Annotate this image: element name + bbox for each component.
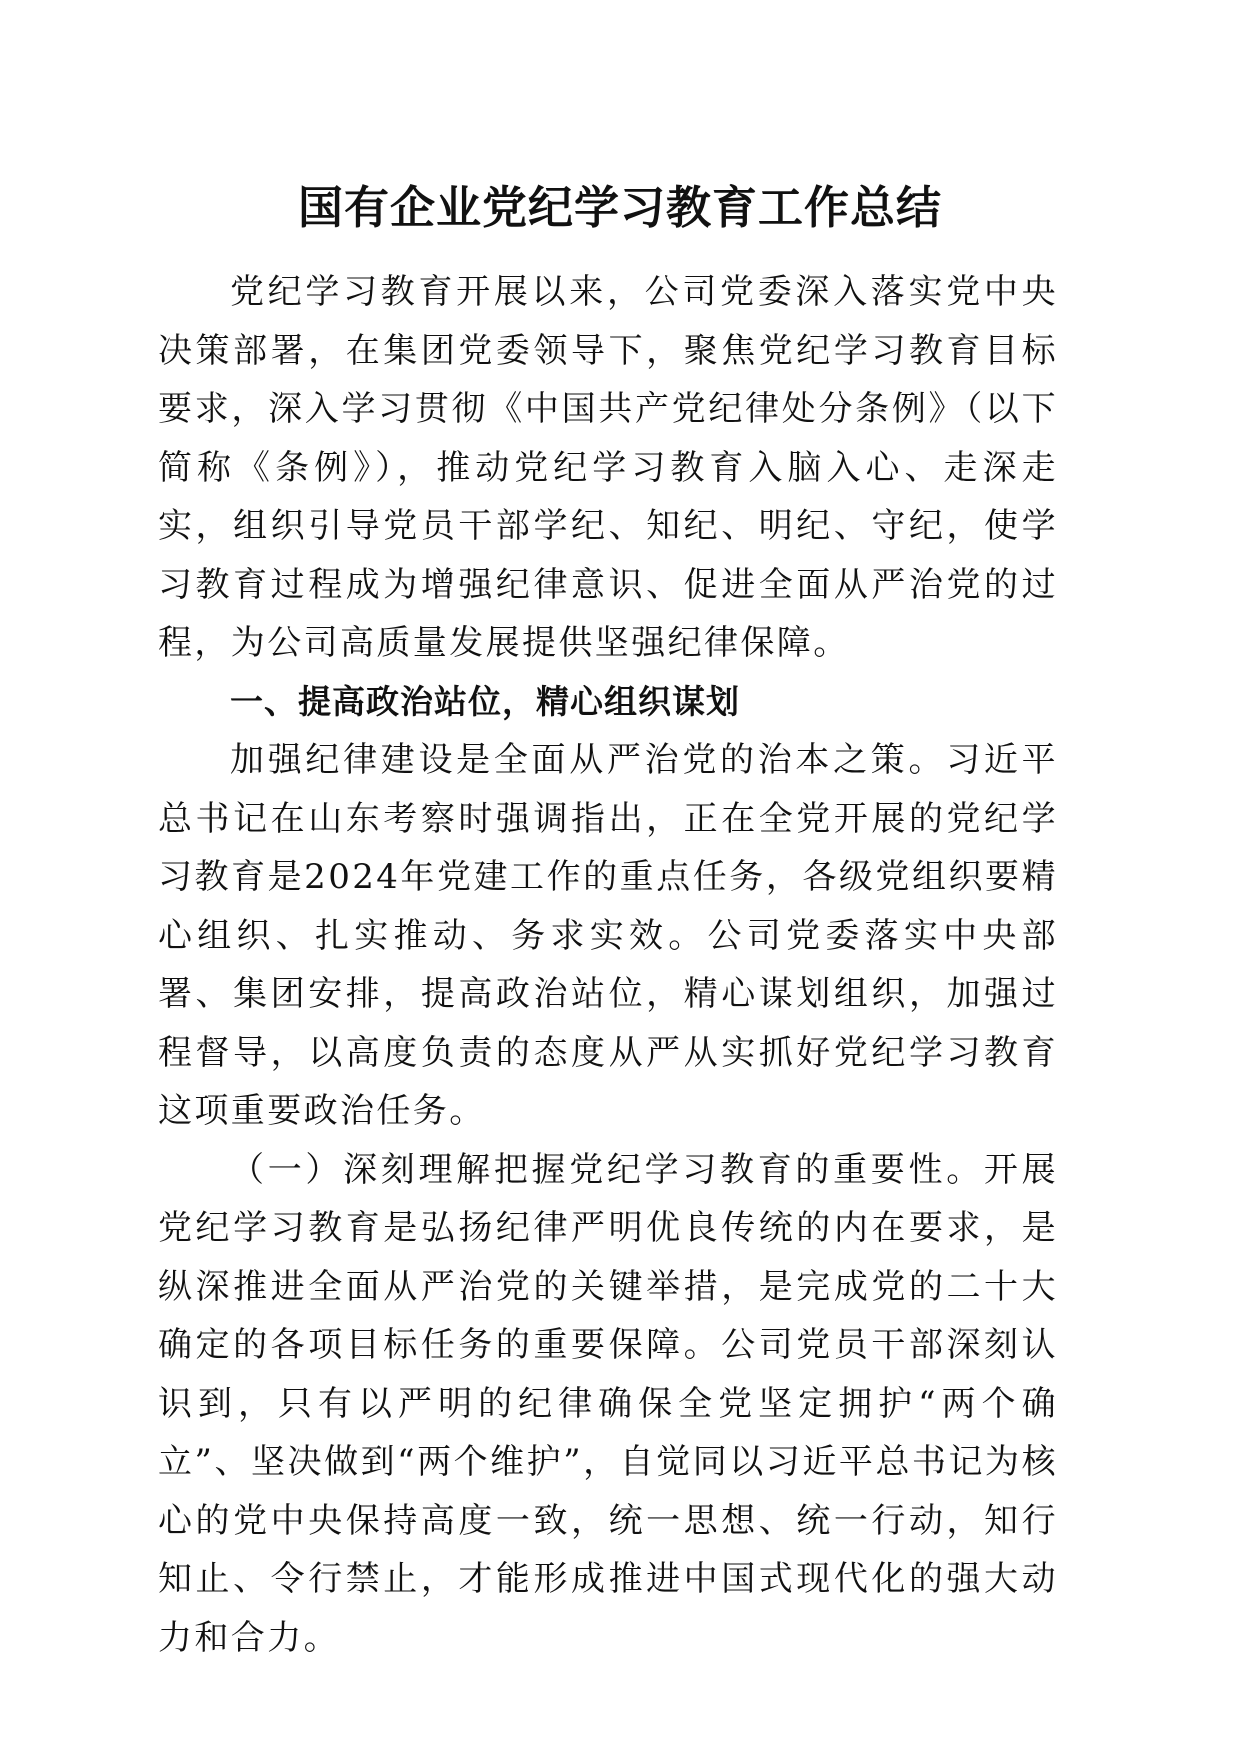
document-title: 国有企业党纪学习教育工作总结 bbox=[297, 181, 942, 234]
section-paragraph-1: 加强纪律建设是全面从严治党的治本之策。习近平总书记在山东考察时强调指出，正在全党开展的党纪学习教育是2024年党建工作的重点任务，各级党组织要精心组织、扎实推动、务求实效。公司党委落实中央部署、集团安排，提高政治站位，精心谋划组织，加强过程督导，以高度负责的态度从严从实抓好党纪学习教育这项重要政治任务。 bbox=[158, 740, 1058, 1131]
subsection-paragraph-1: （一）深刻理解把握党纪学习教育的重要性。开展党纪学习教育是弘扬纪律严明优良传统的内在要求，是纵深推进全面从严治党的关键举措，是完成党的二十大确定的各项目标任务的重要保障。公司党员干部深刻认识到，只有以严明的纪律确保全党坚定拥护“两个确立”、坚决做到“两个维护”，自觉同以习近平总书记为核心的党中央保持高度一致，统一思想、统一行动，知行知止、令行禁止，才能形成推进中国式现代化的强大动力和合力。 bbox=[158, 1149, 1058, 1658]
intro-paragraph: 党纪学习教育开展以来，公司党委深入落实党中央决策部署，在集团党委领导下，聚焦党纪学习教育目标要求，深入学习贯彻《中国共产党纪律处分条例》（以下简称《条例》），推动党纪学习教育入脑入心、走深走实，组织引导党员干部学纪、知纪、明纪、守纪，使学习教育过程成为增强纪律意识、促进全面从严治党的过程，为公司高质量发展提供坚强纪律保障。 bbox=[158, 272, 1058, 663]
document-body bbox=[158, 263, 1058, 1667]
section-heading-1: 一、提高政治站位，精心组织谋划 bbox=[230, 681, 740, 721]
